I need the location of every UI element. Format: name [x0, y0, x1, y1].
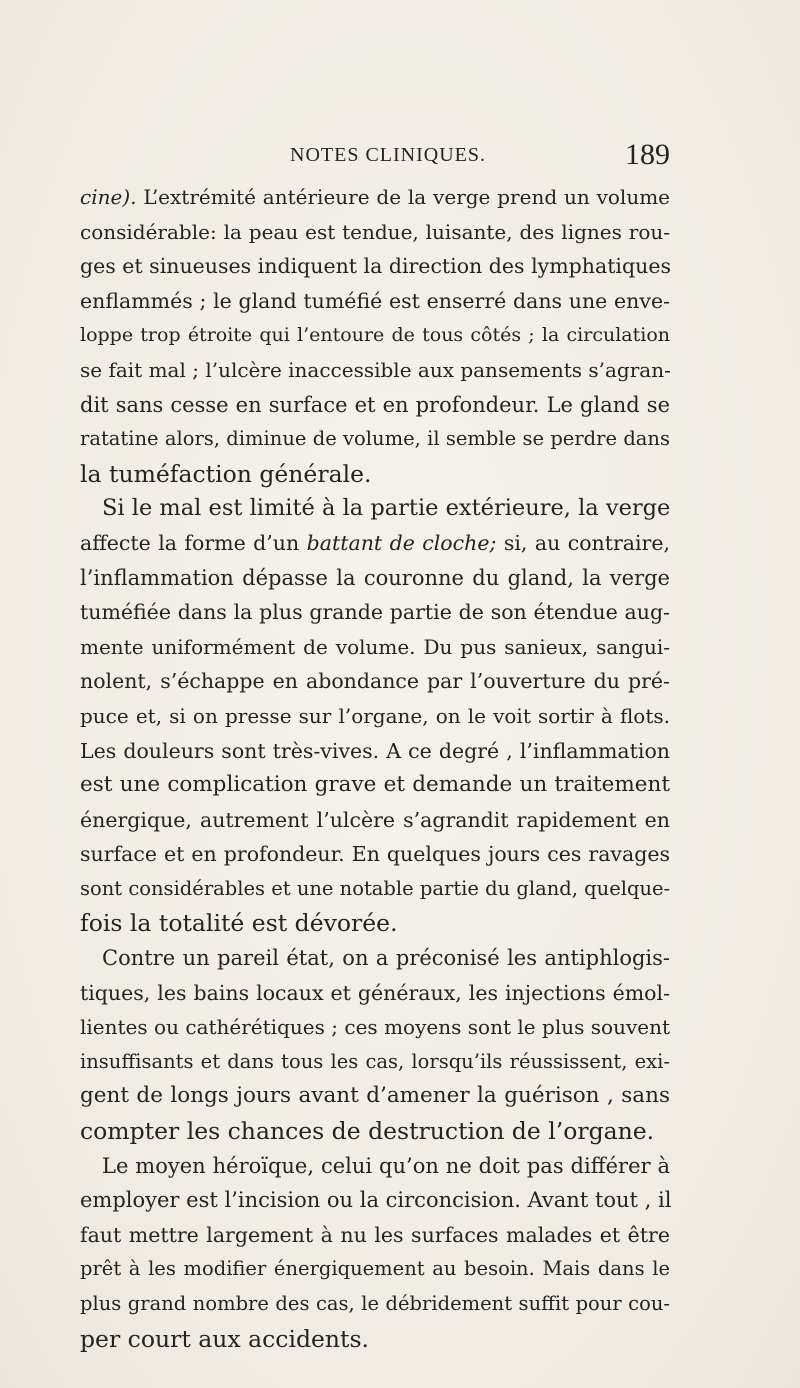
- text-line: Le moyen héroïque, celui qu’on ne doit pas différer à: [102, 1153, 670, 1178]
- text-line: nolent, s’échappe en abondance par l’ouverture du pré-: [80, 669, 670, 694]
- paragraph: [80, 941, 670, 1149]
- text-line: plus grand nombre des cas, le débridement suffit pour cou-: [80, 1292, 670, 1315]
- text-line: tiques, les bains locaux et généraux, les injections émol-: [80, 980, 670, 1005]
- text-line: sont considérables et une notable partie du gland, quelque-: [80, 876, 671, 900]
- text-line: lientes ou cathérétiques ; ces moyens sont le plus souvent: [80, 1015, 670, 1040]
- running-header: [80, 138, 670, 182]
- text-line: loppe trop étroite qui l’entoure de tous côtés ; la circulation: [80, 324, 670, 347]
- text-line: est une complication grave et demande un traitement: [80, 772, 670, 798]
- page-number: 189: [625, 138, 670, 171]
- italic-word: cine).: [80, 185, 137, 209]
- text-line: fois la totalité est dévorée.: [80, 909, 398, 938]
- text-line: mente uniformément de volume. Du pus sanieux, sangui-: [80, 634, 670, 659]
- text-line: compter les chances de destruction de l’organe.: [80, 1117, 655, 1146]
- text-line: Contre un pareil état, on a préconisé les antiphlogis-: [102, 946, 670, 971]
- text-line: insuffisants et dans tous les cas, lorsqu’ils réussissent, exi-: [80, 1049, 670, 1073]
- italic-phrase: battant de cloche;: [306, 530, 497, 555]
- text-line: la tuméfaction générale.: [80, 459, 372, 488]
- text-line: ges et sinueuses indiquent la direction des lymphatiques: [80, 254, 671, 279]
- paragraph: [80, 1149, 670, 1357]
- text-line: enflammés ; le gland tuméfié est enserré dans une enve-: [80, 288, 670, 313]
- text-line: l’inflammation dépasse la couronne du gland, la verge: [80, 565, 670, 590]
- text-line: faut mettre largement à nu les surfaces malades et être: [80, 1222, 670, 1247]
- running-title: NOTES CLINIQUES.: [290, 144, 486, 166]
- text-line: considérable: la peau est tendue, luisante, des lignes rou-: [80, 219, 670, 244]
- text-line: per court aux accidents.: [80, 1324, 370, 1353]
- text-line: puce et, si on presse sur l’organe, on le voit sortir à flots.: [80, 703, 670, 728]
- text-line: énergique, autrement l’ulcère s’agrandit rapidement en: [80, 807, 670, 832]
- text-line: employer est l’incision ou la circoncision. Avant tout , il: [80, 1188, 672, 1213]
- paragraph: [80, 491, 670, 941]
- text-line: tuméfiée dans la plus grande partie de son étendue aug-: [80, 600, 670, 625]
- text-line: affecte la forme d’un battant de cloche; si, au contraire,: [80, 530, 670, 555]
- text-line: surface et en profondeur. En quelques jours ces ravages: [80, 842, 670, 867]
- text-line: dit sans cesse en surface et en profondeur. Le gland se: [80, 392, 670, 417]
- text-line: Les douleurs sont très-vives. A ce degré , l’inflammation: [80, 738, 670, 763]
- paragraph: [80, 180, 670, 491]
- text-line: prêt à les modifier énergiquement au besoin. Mais dans le: [80, 1257, 670, 1281]
- text-line: cine). L’extrémité antérieure de la verge prend un volume: [80, 185, 670, 209]
- text-line: Si le mal est limité à la partie extérieure, la verge: [102, 495, 671, 522]
- text-line: ratatine alors, diminue de volume, il semble se perdre dans: [80, 427, 670, 451]
- text-line: se fait mal ; l’ulcère inaccessible aux pansements s’agran-: [80, 357, 671, 382]
- text-line: gent de longs jours avant d’amener la guérison , sans: [80, 1083, 670, 1109]
- body-text: [80, 180, 670, 1356]
